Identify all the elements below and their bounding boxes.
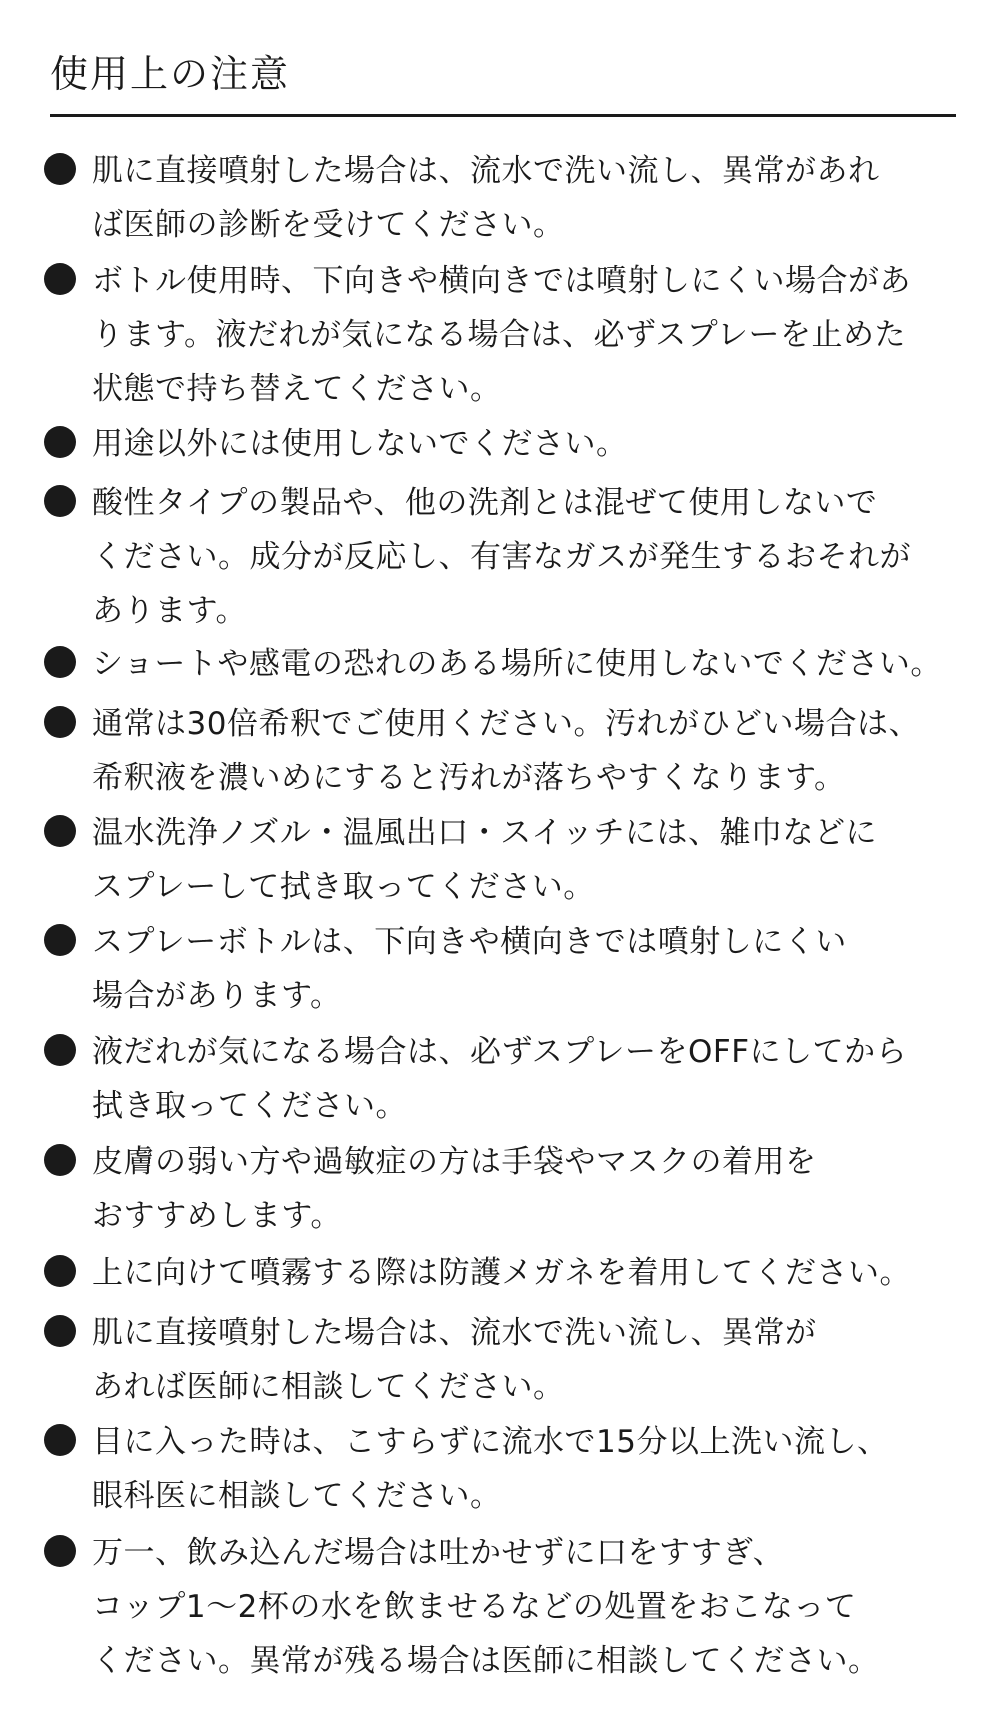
list-item-line: 拭き取ってください。: [92, 1088, 407, 1124]
list-item-line: 目に入った時は、こすらずに流水で15分以上洗い流し、: [92, 1424, 889, 1460]
list-item-text: [92, 1526, 982, 1688]
list-item-line: ショートや感電の恐れのある場所に使用しないでください。: [92, 646, 942, 682]
list-item-line: 上に向けて噴霧する際は防護メガネを着用してください。: [92, 1255, 911, 1291]
bullet-icon: [44, 263, 76, 295]
list-item-line: ください。成分が反応し、有害なガスが発生するおそれが: [92, 539, 911, 575]
list-item-line: あります。: [92, 593, 248, 629]
list-item-text: [92, 1306, 982, 1414]
list-item-line: ります。液だれが気になる場合は、必ずスプレーを止めた: [92, 317, 907, 353]
list-item-text: [92, 1135, 982, 1243]
list-item-text: [92, 697, 982, 805]
list-item-text: [92, 915, 982, 1023]
list-item-line: 場合があります。: [92, 978, 342, 1014]
list-item-line: スプレーボトルは、下向きや横向きでは噴射しにくい: [92, 924, 847, 960]
list-item-line: 万一、飲み込んだ場合は吐かせずに口をすすぎ、: [92, 1535, 785, 1571]
page-title: 使用上の注意: [50, 52, 291, 96]
list-item-text: [92, 1025, 982, 1133]
bullet-icon: [44, 1144, 76, 1176]
bullet-icon: [44, 1424, 76, 1456]
list-item-line: スプレーして拭き取ってください。: [92, 869, 595, 905]
bullet-icon: [44, 815, 76, 847]
list-item-line: 肌に直接噴射した場合は、流水で洗い流し、異常があれ: [92, 153, 880, 189]
list-item-line: 希釈液を濃いめにすると汚れが落ちやすくなります。: [92, 760, 846, 796]
list-item-line: 酸性タイプの製品や、他の洗剤とは混ぜて使用しないで: [92, 485, 878, 521]
bullet-icon: [44, 1535, 76, 1567]
bullet-icon: [44, 924, 76, 956]
list-item-line: 温水洗浄ノズル・温風出口・スイッチには、雑巾などに: [92, 815, 878, 851]
bullet-icon: [44, 153, 76, 185]
list-item-line: おすすめします。: [92, 1198, 342, 1234]
bullet-icon: [44, 646, 76, 678]
bullet-icon: [44, 1034, 76, 1066]
bullet-icon: [44, 485, 76, 517]
list-item-line: ください。異常が残る場合は医師に相談してください。: [92, 1643, 880, 1679]
list-item-line: 通常は30倍希釈でご使用ください。汚れがひどい場合は、: [92, 706, 920, 742]
list-item-line: ば医師の診断を受けてください。: [92, 207, 565, 243]
list-item-line: あれば医師に相談してください。: [92, 1369, 565, 1405]
list-item-text: [92, 806, 982, 914]
list-item-line: 皮膚の弱い方や過敏症の方は手袋やマスクの着用を: [92, 1144, 817, 1180]
list-item-line: 用途以外には使用しないでください。: [92, 426, 628, 462]
list-item-line: コップ1〜2杯の水を飲ませるなどの処置をおこなって: [92, 1589, 857, 1625]
list-item-text: [92, 417, 982, 471]
bullet-icon: [44, 426, 76, 458]
bullet-icon: [44, 1255, 76, 1287]
list-item-line: 眼科医に相談してください。: [92, 1478, 502, 1514]
list-item-text: [92, 254, 982, 416]
list-item-line: ボトル使用時、下向きや横向きでは噴射しにくい場合があ: [92, 263, 911, 299]
list-item-text: [92, 1246, 982, 1300]
list-item-line: 状態で持ち替えてください。: [92, 371, 502, 407]
list-item-text: [92, 1415, 982, 1523]
list-item-text: [92, 637, 982, 691]
bullet-icon: [44, 706, 76, 738]
list-item-text: [92, 476, 982, 638]
list-item-text: [92, 144, 982, 252]
list-item-line: 液だれが気になる場合は、必ずスプレーをOFFにしてから: [92, 1034, 908, 1070]
bullet-icon: [44, 1315, 76, 1347]
list-item-line: 肌に直接噴射した場合は、流水で洗い流し、異常が: [92, 1315, 817, 1351]
